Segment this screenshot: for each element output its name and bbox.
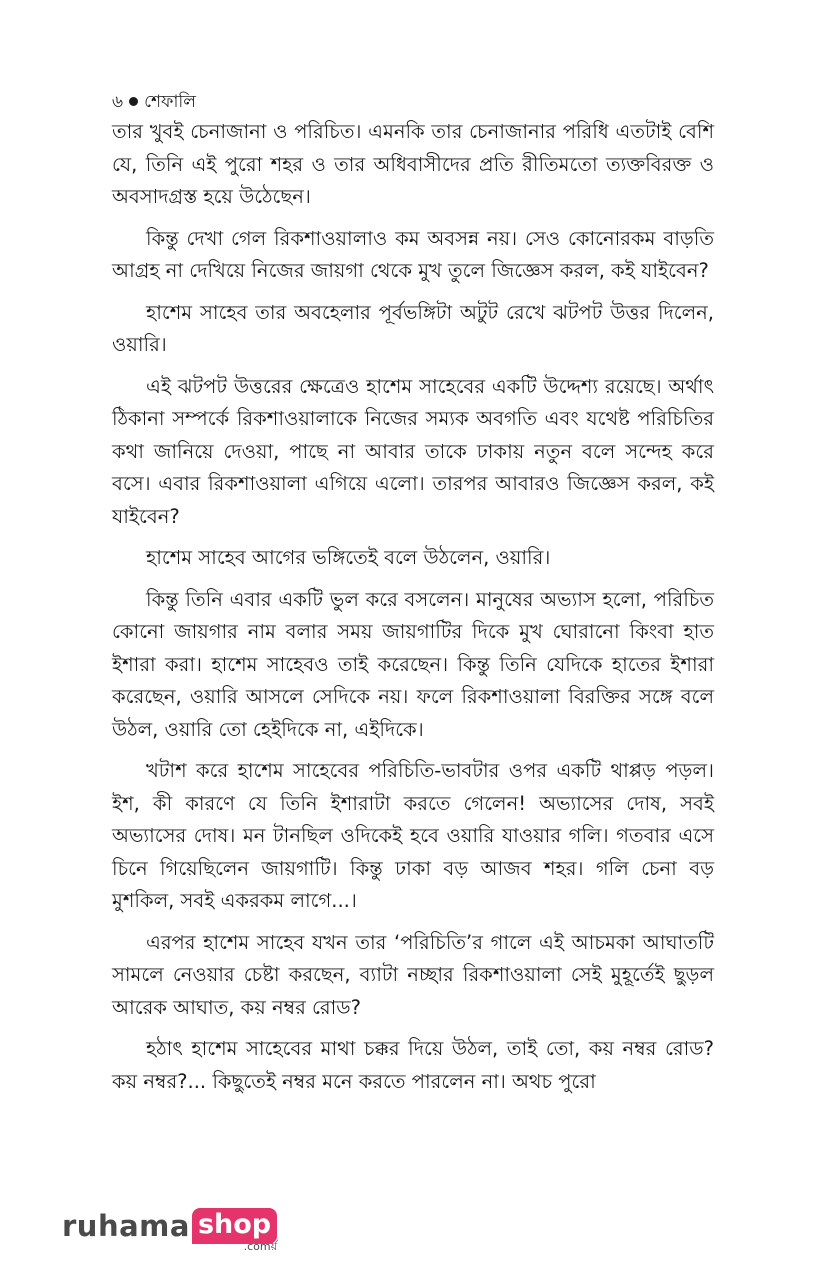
paragraph-5: হাশেম সাহেব আগের ভঙ্গিতেই বলে উঠলেন, ওয়ারি। [146, 546, 551, 569]
paragraph-2: কিন্তু দেখা গেল রিকশাওয়ালাও কম অবসন্ন নয়। সেও কোনোরকম বাড়তি আগ্রহ না দেখিয়ে নিজের জায়গা থেকে মুখ তুলে জিজ্ঞেস করল, কই যাইবেন? [112, 226, 714, 282]
paragraph-1: তার খুবই চেনাজানা ও পরিচিত। এমনকি তার চেনাজানার পরিধি এতটাই বেশি যে, তিনি এই পুরো শহর ও তার অধিবাসীদের প্রতি রীতিমতো ত্যক্তবিরক্ত ও অবসাদগ্রস্ত হয়ে উঠেছেন। [112, 120, 714, 208]
book-title: শেফালি [144, 92, 196, 112]
book-page [112, 90, 714, 1107]
paragraph-3: হাশেম সাহেব তার অবহেলার পূর্বভঙ্গিটা অটুট রেখে ঝটপট উত্তর দিলেন, ওয়ারি। [112, 300, 714, 356]
running-head [112, 90, 714, 116]
paragraph-9: হঠাৎ হাশেম সাহেবের মাথা চক্কর দিয়ে উঠল, তাই তো, কয় নম্বর রোড? কয় নম্বর?... কিছুতেই নম্বর মনে করতে পারলেন না। অথচ পুরো [112, 1037, 714, 1093]
paragraph-6: কিন্তু তিনি এবার একটি ভুল করে বসলেন। মানুষের অভ্যাস হলো, পরিচিত কোনো জায়গার নাম বলার সময় জায়গাটির দিকে মুখ ঘোরানো কিংবা হাত ইশারা করা। হাশেম সাহেবও তাই করেছেন। কিন্তু তিনি যেদিকে হাতের ইশারা করেছেন, ওয়ারি আসলে সেদিকে নয়। ফলে রিকশাওয়ালা বিরক্তির সঙ্গে বলে উঠল, ওয়ারি তো হেইদিকে না, এইদিকে। [112, 587, 714, 741]
paragraph-8: এরপর হাশেম সাহেব যখন তার ‘পরিচিতি’র গালে এই আচমকা আঘাতটি সামলে নেওয়ার চেষ্টা করছেন, ব্যাটা নচ্ছার রিকশাওয়ালা সেই মুহূর্তেই ছুড়ল আরেক আঘাত, কয় নম্বর রোড? [112, 930, 714, 1019]
watermark-brand-domain: .comর্য় [243, 1240, 278, 1253]
watermark-brand-main: ruhama [62, 1209, 190, 1243]
bullet-icon [129, 97, 138, 106]
paragraph-7: খটাশ করে হাশেম সাহেবের পরিচিতি-ভাবটার ওপর একটি থাপ্পড় পড়ল। ইশ, কী কারণে যে তিনি ইশারাটা করতে গেলেন! অভ্যাসের দোষ, সবই অভ্যাসের দোষ। মন টানছিল ওদিকেই হবে ওয়ারি যাওয়ার গলি। গতবার এসে চিনে গিয়েছিলেন জায়গাটি। কিন্তু ঢাকা বড় আজব শহর। গলি চেনা বড় মুশকিল, সবই একরকম লাগে...। [112, 759, 714, 912]
ruhamashop-watermark [62, 1208, 277, 1258]
paragraph-4: এই ঝটপট উত্তরের ক্ষেত্রেও হাশেম সাহেবের একটি উদ্দেশ্য রয়েছে। অর্থাৎ ঠিকানা সম্পর্কে রিকশাওয়ালাকে নিজের সম্যক অবগতি এবং যথেষ্ট পরিচিতির কথা জানিয়ে দেওয়া, পাছে না আবার তাকে ঢাকায় নতুন বলে সন্দেহ করে বসে। এবার রিকশাওয়ালা এগিয়ে এলো। তারপর আবারও জিজ্ঞেস করল, কই যাইবেন? [112, 374, 714, 528]
page-number: ৬ [112, 92, 124, 112]
watermark-shop-badge [192, 1208, 278, 1253]
watermark-brand-shop: shop [192, 1208, 277, 1244]
